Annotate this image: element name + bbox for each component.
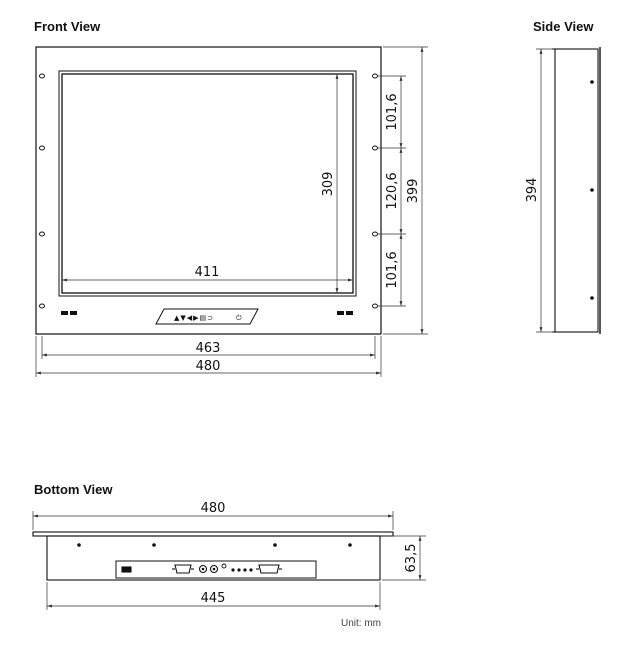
front-dimension-lines [36, 47, 428, 377]
dim-screen-height: 309 [321, 171, 336, 197]
side-screws [590, 80, 594, 300]
bottom-view [33, 532, 393, 580]
unit-label: Unit: mm [341, 618, 381, 629]
connector-panel [116, 561, 316, 578]
dim-pitch-middle: 120,6 [385, 172, 400, 210]
control-panel-buttons: ▲▼◀▶▤⊃ [174, 314, 215, 322]
side-view [552, 47, 600, 334]
dim-pitch-bottom: 101,6 [385, 251, 400, 289]
dim-bottom-body-width: 445 [200, 591, 226, 606]
power-jack [122, 567, 131, 572]
dim-overall-height: 399 [406, 178, 421, 204]
connector-db-left [172, 565, 194, 573]
bottom-body [47, 536, 380, 580]
dim-screen-width: 411 [194, 265, 220, 280]
bottom-view-title: Bottom View [34, 482, 113, 497]
side-view-title: Side View [533, 19, 594, 34]
front-screen-bezel [59, 71, 356, 296]
dim-pitch-top: 101,6 [385, 93, 400, 131]
dim-bottom-depth: 63,5 [404, 543, 419, 573]
power-icon: ⏻ [236, 314, 242, 322]
front-view-title: Front View [34, 19, 101, 34]
mounting-holes-left [40, 74, 45, 308]
dim-body-width: 463 [195, 341, 221, 356]
bottom-screws [77, 543, 352, 547]
dim-overall-width: 480 [195, 359, 221, 374]
dim-side-height: 394 [525, 177, 540, 203]
front-screen [62, 74, 353, 293]
mounting-holes-right [373, 74, 378, 308]
dim-bottom-overall-width: 480 [200, 501, 226, 516]
bottom-flange [33, 532, 393, 536]
connector-db-right [256, 565, 282, 573]
led-dots [231, 568, 252, 571]
connector-small-hole [222, 564, 226, 568]
